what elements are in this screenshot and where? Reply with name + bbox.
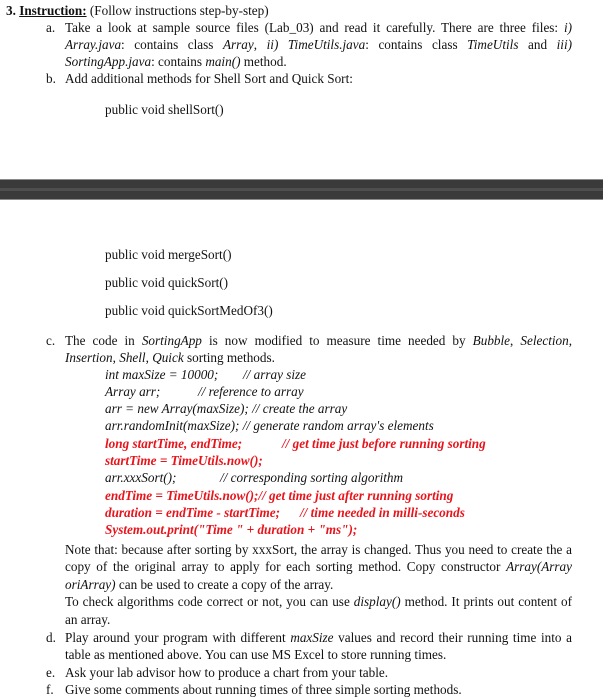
item-f-text: Give some comments about running times of three simple sorting methods.: [65, 682, 462, 697]
item-d-line-1: Play around your program with different maxSize values and record their running time into a: [65, 630, 572, 645]
item-a-line-1: Take a look at sample source files (Lab_03) and read it carefully. There are three files: i): [65, 20, 572, 35]
code-line-9: duration = endTime - startTime;: [105, 505, 281, 520]
code-comment-7: // corresponding sorting algorithm: [220, 470, 404, 485]
item-c-marker: c.: [46, 333, 56, 348]
note-line-3: oriArray) can be used to create a copy of the array.: [65, 577, 334, 592]
item-c-intro-line-2: Insertion, Shell, Quick sorting methods.: [65, 350, 275, 365]
page-divider: [0, 179, 603, 200]
code-line-7: arr.xxxSort();: [105, 470, 177, 485]
code-line-6: startTime = TimeUtils.now();: [105, 453, 263, 468]
check-line-2: an array.: [65, 612, 111, 627]
section-heading: [6, 2, 269, 20]
method-shell-sort: public void shellSort(): [105, 102, 224, 117]
check-line-1: To check algorithms code correct or not, you can use display() method. It prints out content of: [65, 594, 573, 609]
item-d-marker: d.: [46, 630, 56, 645]
item-c-intro-line-1: The code in SortingApp is now modified to measure time needed by Bubble, Selection,: [65, 333, 573, 348]
item-a-marker: a.: [46, 20, 56, 35]
item-b-marker: b.: [46, 71, 56, 86]
item-d-line-2: table as mentioned above. You can use MS Excel to store running times.: [65, 647, 447, 662]
code-line-4: arr.randomInit(maxSize); // generate random array's elements: [105, 418, 434, 433]
item-f-marker: f.: [46, 682, 54, 697]
code-line-1: int maxSize = 10000;: [105, 367, 219, 382]
code-line-8: endTime = TimeUtils.now();// get time just after running sorting: [105, 488, 454, 503]
code-line-3: arr = new Array(maxSize); // create the array: [105, 401, 348, 416]
note-line-2: copy of the original array to apply for each sorting method. Copy constructor Array(Array: [65, 559, 572, 574]
code-line-2: Array arr;: [105, 384, 161, 399]
item-a-line-2: Array.java: contains class Array, ii) TimeUtils.java: contains class TimeUtils and iii): [65, 37, 573, 52]
item-e-text: Ask your lab advisor how to produce a chart from your table.: [65, 665, 389, 680]
code-line-10: System.out.print("Time " + duration + "ms");: [105, 522, 358, 537]
item-e-marker: e.: [46, 665, 56, 680]
code-line-5: long startTime, endTime;: [105, 436, 243, 451]
note-line-1: Note that: because after sorting by xxxSort, the array is changed. Thus you need to create the a: [65, 542, 572, 557]
method-quick-sort: public void quickSort(): [105, 275, 229, 290]
code-comment-1: // array size: [243, 367, 307, 382]
section-title: Instruction:: [19, 3, 87, 18]
code-comment-9: // time needed in milli-seconds: [300, 505, 465, 520]
item-a-line-3: SortingApp.java: contains main() method.: [65, 54, 287, 69]
section-number: 3.: [6, 3, 16, 18]
section-subtitle: (Follow instructions step-by-step): [86, 3, 269, 18]
item-b-text: Add additional methods for Shell Sort and Quick Sort:: [65, 71, 353, 86]
code-comment-5: // get time just before running sorting: [282, 436, 486, 451]
method-quick-sort-med-of-3: public void quickSortMedOf3(): [105, 303, 273, 318]
method-merge-sort: public void mergeSort(): [105, 247, 232, 262]
code-comment-2: // reference to array: [198, 384, 304, 399]
